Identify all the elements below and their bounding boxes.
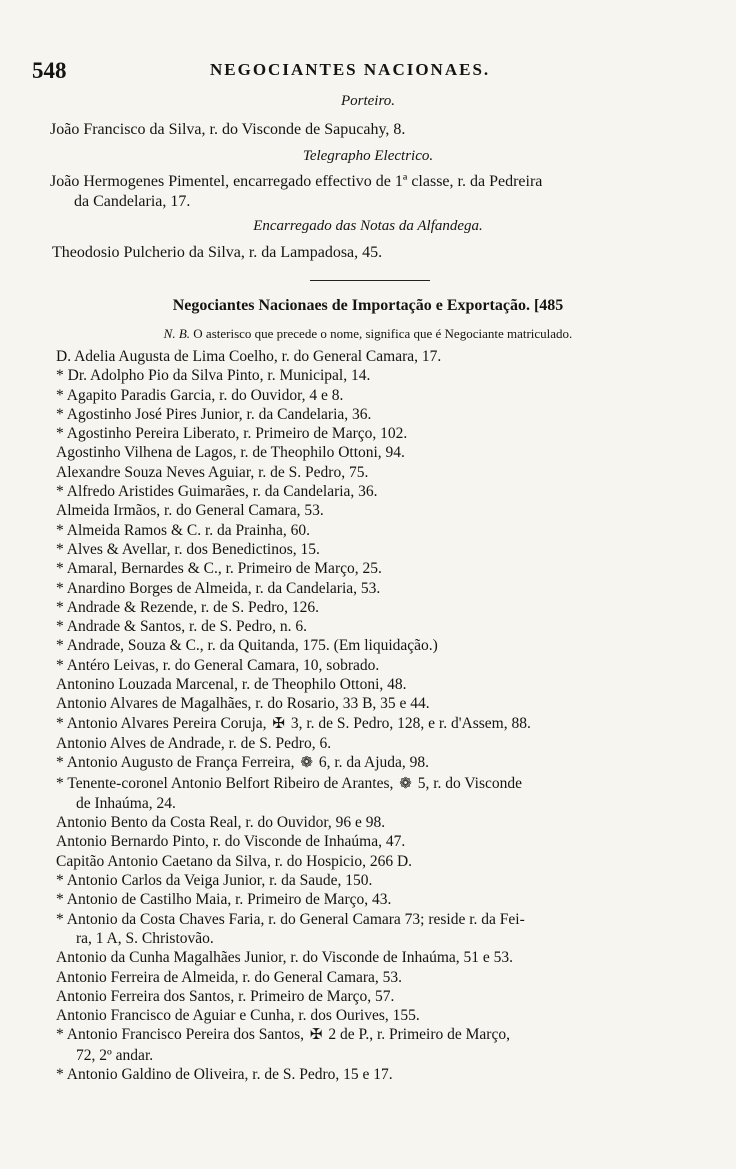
list-item: * Alfredo Aristides Guimarães, r. da Candelaria, 36. <box>56 483 378 501</box>
note-text: O asterisco que precede o nome, significa que é Negociante matriculado. <box>193 326 573 341</box>
list-item: Antonio Alvares de Magalhães, r. do Rosario, 33 B, 35 e 44. <box>56 695 430 713</box>
list-item: * Tenente-coronel Antonio Belfort Ribeiro de Arantes, ❁ 5, r. do Visconde de Inhaúma, 24. <box>56 774 522 812</box>
list-item: * Antonio Alvares Pereira Coruja, ✠ 3, r. de S. Pedro, 128, e r. d'Assem, 88. <box>56 714 531 732</box>
list-item: * Agostinho José Pires Junior, r. da Candelaria, 36. <box>56 405 372 423</box>
list-item: * Antonio de Castilho Maia, r. Primeiro de Março, 43. <box>56 891 392 909</box>
entry-telegrapho-line1: João Hermogenes Pimentel, encarregado effectivo de 1ª classe, r. da Pedreira <box>50 173 543 190</box>
list-heading: Negociantes Nacionaes de Importação e Exportação. [485 <box>172 297 564 314</box>
list-item: * Antonio da Costa Chaves Faria, r. do General Camara 73; reside r. da Fei- ra, 1 A, S. Christovão. <box>56 910 525 947</box>
list-note <box>0 326 736 342</box>
entry-porteiro: João Francisco da Silva, r. do Visconde de Sapucahy, 8. <box>50 121 406 138</box>
list-item: Antonio Bernardo Pinto, r. do Visconde de Inhaúma, 47. <box>56 833 406 851</box>
list-item: * Antonio Carlos da Veiga Junior, r. da Saude, 150. <box>56 872 373 890</box>
list-item: * Agapito Paradis Garcia, r. do Ouvidor, 4 e 8. <box>56 386 344 404</box>
entry-telegrapho <box>50 172 720 212</box>
list-item: * Antonio Galdino de Oliveira, r. de S. Pedro, 15 e 17. <box>56 1065 393 1083</box>
list-item: * Antonio Francisco Pereira dos Santos, ✠ 2 de P., r. Primeiro de Março, 72, 2º andar. <box>56 1026 510 1064</box>
list-item: * Antonio Augusto de França Ferreira, ❁ 6, r. da Ajuda, 98. <box>56 754 430 772</box>
list-item: * Almeida Ramos & C. r. da Prainha, 60. <box>56 521 311 539</box>
merchant-list <box>56 347 726 1084</box>
list-item: * Antéro Leivas, r. do General Camara, 10, sobrado. <box>56 656 380 674</box>
list-item: Antonio da Cunha Magalhães Junior, r. do Visconde de Inhaúma, 51 e 53. <box>56 949 514 967</box>
list-item: Antonino Louzada Marcenal, r. de Theophilo Ottoni, 48. <box>56 676 407 694</box>
list-item: * Anardino Borges de Almeida, r. da Candelaria, 53. <box>56 579 381 597</box>
list-item: Antonio Bento da Costa Real, r. do Ouvidor, 96 e 98. <box>56 814 386 832</box>
medal-icon: ❁ <box>300 755 313 772</box>
list-item: * Agostinho Pereira Liberato, r. Primeiro de Março, 102. <box>56 425 408 443</box>
list-item: * Amaral, Bernardes & C., r. Primeiro de Março, 25. <box>56 560 382 578</box>
medal-icon: ❁ <box>399 775 412 792</box>
list-item: Antonio Ferreira dos Santos, r. Primeiro de Março, 57. <box>56 987 395 1005</box>
list-item: D. Adelia Augusta de Lima Coelho, r. do General Camara, 17. <box>56 348 442 365</box>
list-item: Almeida Irmãos, r. do General Camara, 53. <box>56 502 324 520</box>
section-title-telegrapho: Telegrapho Electrico. <box>302 148 434 164</box>
page-number: 548 <box>32 58 67 83</box>
list-item: Antonio Francisco de Aguiar e Cunha, r. dos Ourives, 155. <box>56 1007 420 1025</box>
cross-icon: ✠ <box>309 1027 323 1044</box>
list-item: Agostinho Vilhena de Lagos, r. de Theophilo Ottoni, 94. <box>56 444 405 462</box>
list-item: * Andrade & Rezende, r. de S. Pedro, 126. <box>56 598 320 616</box>
list-item: Capitão Antonio Caetano da Silva, r. do Hospicio, 266 D. <box>56 852 413 870</box>
list-item: Antonio Alves de Andrade, r. de S. Pedro, 6. <box>56 734 332 752</box>
list-item: Alexandre Souza Neves Aguiar, r. de S. Pedro, 75. <box>56 463 369 481</box>
list-item: * Dr. Adolpho Pio da Silva Pinto, r. Municipal, 14. <box>56 367 371 385</box>
entry-telegrapho-line2: da Candelaria, 17. <box>74 193 191 210</box>
list-item: * Andrade, Souza & C., r. da Quitanda, 175. (Em liquidação.) <box>56 637 438 655</box>
note-prefix: N. B. <box>163 326 191 341</box>
list-item: Antonio Ferreira de Almeida, r. do General Camara, 53. <box>56 968 403 986</box>
entry-notas: Theodosio Pulcherio da Silva, r. da Lampadosa, 45. <box>52 244 383 261</box>
cross-icon: ✠ <box>272 715 285 732</box>
running-header: NEGOCIANTES NACIONAES. <box>210 60 491 79</box>
list-item: * Andrade & Santos, r. de S. Pedro, n. 6. <box>56 618 307 636</box>
section-title-notas: Encarregado das Notas da Alfandega. <box>253 218 483 234</box>
list-item: * Alves & Avellar, r. dos Benedictinos, 15. <box>56 540 320 558</box>
section-title-porteiro: Porteiro. <box>340 93 396 109</box>
divider-rule <box>310 280 430 281</box>
